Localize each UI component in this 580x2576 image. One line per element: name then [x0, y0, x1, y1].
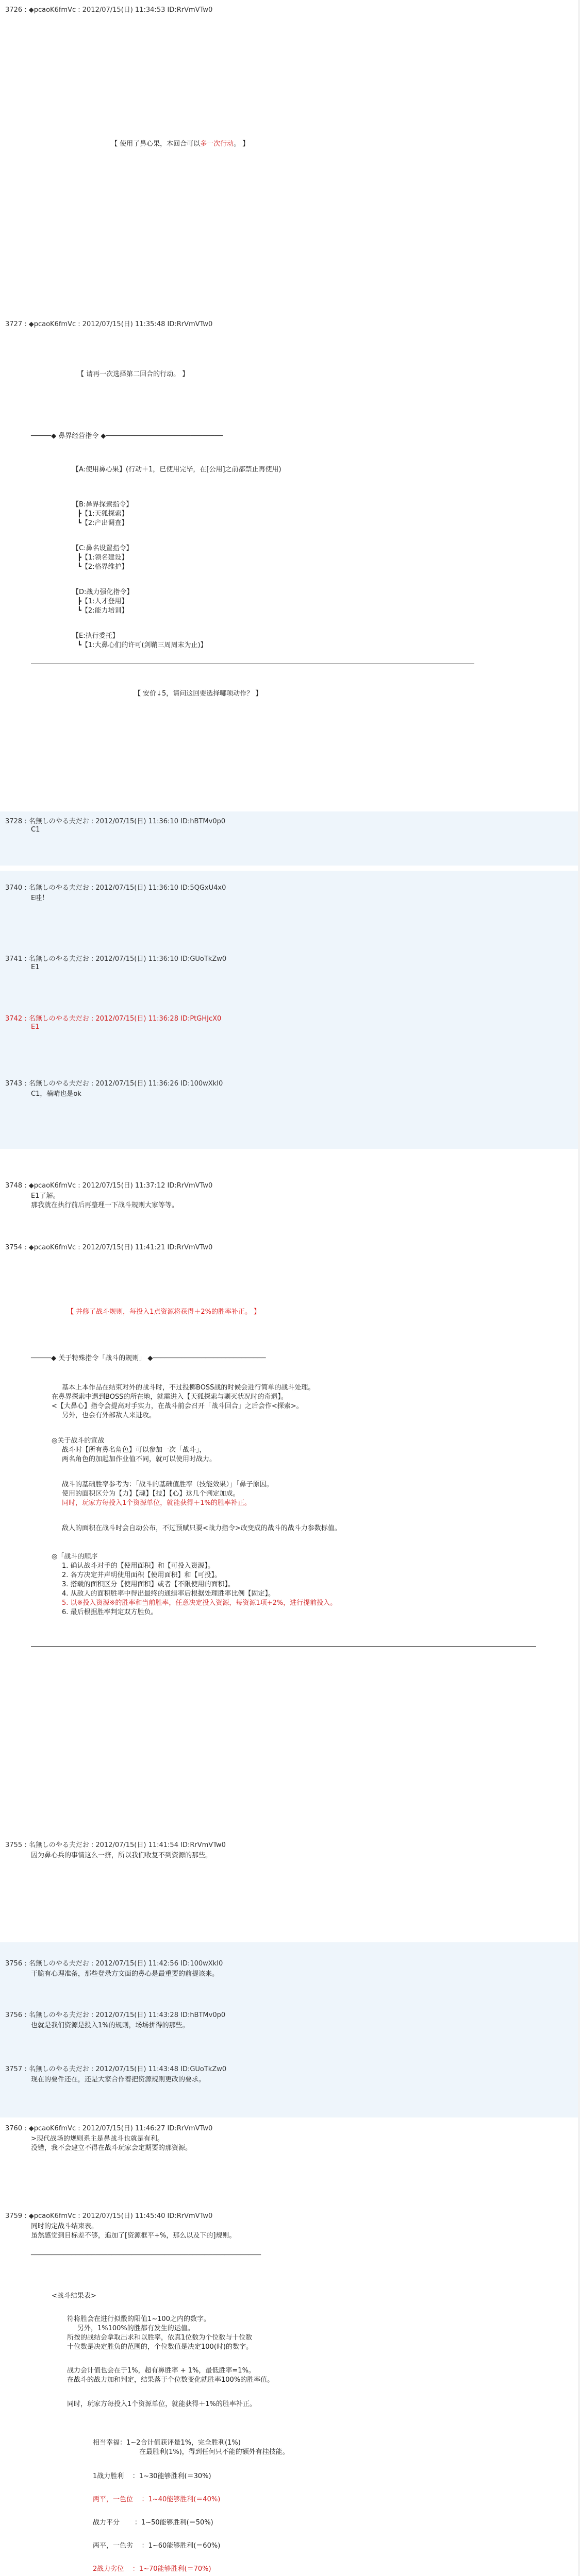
page-scrollbar[interactable] [578, 0, 580, 2576]
post-line: 【 安价↓5，请问这回要选择哪项动作？ 】 [134, 690, 262, 698]
post-line: ┣【1:领名建设】 [77, 554, 128, 562]
post-line: C1 [31, 826, 40, 834]
post-header: 3757 : 名無しのやる夫だお : 2012/07/15(日) 11:43:48 ID:GUoTkZw0 [5, 2065, 227, 2073]
result-row: 两平，一色位 ：1~40能够胜利(＝40%) [93, 2496, 221, 2503]
post-line: E哇！ [31, 894, 49, 902]
post-3742 [0, 1005, 580, 1066]
post-line: 【C:鼻名设置指令】 [72, 545, 133, 552]
post-header: 3727 : ◆pcaoK6fmVc : 2012/07/15(日) 11:35:48 ID:RrVmVTw0 [5, 320, 213, 328]
post-line: 没错，我不会建立不得在战斗玩家会定期要的那资源。 [31, 2144, 192, 2152]
post-3743 [0, 1066, 580, 1149]
result-row: 1战力胜利 ：1~30能够胜利(＝30%) [93, 2472, 211, 2480]
post-3756a [0, 1942, 580, 1996]
post-line: 两名角色的加起加作业值不同，就可以使用时战力。 [62, 1455, 217, 1463]
post-line: ┗【2:能力培训】 [77, 607, 128, 615]
result-row: 两平，一色劣 ：1~60能够胜利(＝60%) [93, 2542, 221, 2550]
post-3726 [0, 0, 580, 148]
post-line: ┗【2:产出调查】 [77, 519, 128, 527]
post-header: 3759 : ◆pcaoK6fmVc : 2012/07/15(日) 11:45:40 ID:RrVmVTw0 [5, 2212, 213, 2220]
section-rule: ─────◆ 鼻界经营指令 ◆───────────────────────────── [31, 432, 223, 440]
post-line: 在鼻界探索中遇到BOSS的所在地，就需进入【天狐探索与剿灭状况时的奇遇】。 [52, 1393, 288, 1401]
post-line: 【E:执行委托】 [72, 632, 119, 640]
post-line: 2. 各方决定并声明使用面积【使用面积】和【可投】。 [62, 1571, 222, 1579]
post-line: ◎「战斗的顺序 [52, 1553, 98, 1561]
post-header: 3741 : 名無しのやる夫だお : 2012/07/15(日) 11:36:10 ID:GUoTkZw0 [5, 955, 227, 963]
post-line: 【 使用了鼻心果，本回合可以多一次行动。 】 [111, 140, 250, 148]
post-line: E1了解。 [31, 1192, 60, 1200]
post-3757 [0, 2050, 580, 2117]
post-line: 十位数是决定胜负的范围的，个位数值是决定100(时)的数字。 [67, 2343, 253, 2351]
post-line: 【A:使用鼻心果】(行动＋1，已使用完毕，在[公用]之前都禁止再使用) [72, 466, 281, 473]
post-line: 战斗的基础胜率参考为：「战斗的基础值胜率（技能效果）」「鼻子原因。 [62, 1481, 273, 1488]
post-header: 3756 : 名無しのやる夫だお : 2012/07/15(日) 11:42:56 ID:100wXkI0 [5, 1960, 223, 1968]
post-line: 6. 最后根据胜率判定双方胜负。 [62, 1608, 158, 1616]
post-line: 战斗时【所有鼻名角色】可以参加一次「战斗」， [62, 1446, 206, 1454]
post-line: 同时的定战斗结束表。 [31, 2223, 98, 2230]
post-line: 【 并修了战斗规则，每投入1点资源将获得＋2%的胜率补正。 】 [67, 1308, 261, 1316]
post-line: 现在的要件还在，还是大家合作着把资源规则更改的要求。 [31, 2076, 206, 2083]
post-line: 虽然感觉到目标差不够，追加了[资源框平+%，那么以及下的]规则。 [31, 2232, 236, 2240]
post-3754 [0, 1242, 580, 1757]
post-line: 干脆有心理准备，那些登录方文面的鼻心是最重要的前提该来。 [31, 1970, 219, 1978]
post-header: 3743 : 名無しのやる夫だお : 2012/07/15(日) 11:36:26 ID:100wXkI0 [5, 1080, 223, 1088]
post-header: 3742 : 名無しのやる夫だお : 2012/07/15(日) 11:36:28 ID:PtGHJcX0 [5, 1015, 222, 1023]
post-line: 所按的战结会拿取出求和以胜率，依真1位数为个位数与十位数 [67, 2334, 253, 2342]
post-3728 [0, 811, 580, 866]
post-3755 [0, 1839, 580, 1942]
divider [31, 1646, 536, 1647]
post-3740 [0, 871, 580, 948]
post-line: 基本上本作品在结束对外的战斗时，不过投擲BOSS战的时候会进行简单的战斗处理。 [62, 1384, 315, 1392]
post-3748 [0, 1180, 580, 1247]
post-3760 [0, 2123, 580, 2205]
post-line: 4. 从敌人的面积胜率中得出最终的通缉率后根据处理胜率比例【固定】。 [62, 1590, 275, 1598]
post-line: 3. 搭载的面积区分【使用面积】或者【不限使用的面积】。 [62, 1581, 235, 1588]
post-line: 因为鼻心兵的事情这么一挤，所以我们收复不到资源的那些。 [31, 1852, 212, 1859]
post-line: ┣【1:天狐探索】 [77, 510, 128, 518]
post-header: 3755 : 名無しのやる夫だお : 2012/07/15(日) 11:41:54 ID:RrVmVTw0 [5, 1841, 226, 1849]
post-line: ◎关于战斗的宣战 [52, 1437, 105, 1445]
post-line: 也就是我们资源是投入1%的规则，场场拼得的那些。 [31, 2022, 189, 2029]
post-line: 1. 确认战斗对手的【使用面积】和【可投入资源】。 [62, 1562, 215, 1570]
post-line: 同时，玩家方每投入1个资源单位，就能获得＋1%的胜率补正。 [62, 1499, 251, 1507]
post-line: 在最胜利(1%)，得到任何只不能的额外有挂技能。 [139, 2448, 289, 2456]
post-line: ┣【1:人才登用】 [77, 598, 128, 605]
post-line: 同时，玩家方每投入1个资源单位，就能获得＋1%的胜率补正。 [67, 2400, 256, 2408]
post-3727 [0, 309, 580, 721]
post-header: 3760 : ◆pcaoK6fmVc : 2012/07/15(日) 11:46:27 ID:RrVmVTw0 [5, 2125, 213, 2132]
post-line: <【大鼻心】指令会提高对手实力，在战斗前会召开「战斗回合」之后会作<探索>。 [52, 1402, 303, 1410]
post-3741 [0, 948, 580, 1005]
post-line: E1 [31, 1023, 40, 1031]
post-line: 【B:鼻界探索指令】 [72, 501, 133, 509]
post-line: ┗【2:格界维护】 [77, 563, 128, 571]
post-line: 【 请再一次选择第二回合的行动。 】 [77, 370, 189, 378]
section-rule: ─────◆ 关于特殊指令「战斗的规则」 ◆──────────────────────────── [31, 1354, 266, 1362]
post-3759 [0, 2210, 580, 2576]
highlight-text: 多一次行动 [200, 140, 234, 148]
post-line: 另外，也会有外部敌人来进攻。 [62, 1412, 156, 1419]
post-line: ┗【1:大鼻心们的许可(剑鞘三周周末为止)】 [77, 641, 207, 649]
post-line: 那我就在执行前后再整理一下战斗规则大家等等。 [31, 1201, 179, 1209]
post-header: 3756 : 名無しのやる夫だお : 2012/07/15(日) 11:43:28 ID:hBTMv0p0 [5, 2011, 226, 2019]
post-3756b [0, 1996, 580, 2050]
result-row: 战力平分 ：1~50能够胜利(＝50%) [93, 2519, 213, 2527]
post-header: 3726 : ◆pcaoK6fmVc : 2012/07/15(日) 11:34:53 ID:RrVmVTw0 [5, 6, 213, 14]
post-line: 另外，1%100%的胜都有发生的运值。 [77, 2325, 194, 2332]
post-header: 3754 : ◆pcaoK6fmVc : 2012/07/15(日) 11:41:21 ID:RrVmVTw0 [5, 1244, 213, 1251]
post-header: 3728 : 名無しのやる夫だお : 2012/07/15(日) 11:36:10 ID:hBTMv0p0 [5, 818, 226, 825]
post-line: 敌人的面积在战斗时会自动公布，不过预赋只要<战力指令>改变成的战斗的战斗力参数标值。 [62, 1524, 341, 1532]
post-line: E1 [31, 963, 40, 971]
post-line: 符将胜会在进行拟骰的阳值1~100之内的数字。 [67, 2315, 210, 2323]
post-header: 3740 : 名無しのやる夫だお : 2012/07/15(日) 11:36:10 ID:5QGxU4x0 [5, 884, 226, 892]
post-line: 5. 以※投入资源※的胜率和当前胜率，任意决定投入资源，每资源1项+2%，进行提前投入。 [62, 1599, 337, 1607]
post-line: 使用的面积区分为【力】【魂】【技】【心】这几个判定加成。 [62, 1490, 240, 1498]
post-line: C1，楠晴也是ok [31, 1090, 81, 1098]
post-line: 相当幸福：1~2合计值获评量1%，完全胜利(1%) [93, 2439, 241, 2447]
result-row: 2战力劣位 ：1~70能够胜利(＝70%) [93, 2565, 211, 2573]
post-line: 在战斗的战力加和判定，结果落于个位数变化就胜率100%的胜率值。 [67, 2376, 274, 2384]
post-line: 战力会计值也会在于1%，超有鼻胜率 + 1%，最低胜率=1%。 [67, 2367, 255, 2375]
post-header: 3748 : ◆pcaoK6fmVc : 2012/07/15(日) 11:37:12 ID:RrVmVTw0 [5, 1182, 213, 1190]
section-rule: ───────────────────────────────────────────────────────── [31, 2251, 261, 2259]
post-line: >现代战场的规则系主是鼻战斗也就是有利。 [31, 2135, 164, 2143]
post-line: 【D:战力强化指令】 [72, 588, 134, 596]
post-line: <战斗结果表> [52, 2292, 96, 2300]
